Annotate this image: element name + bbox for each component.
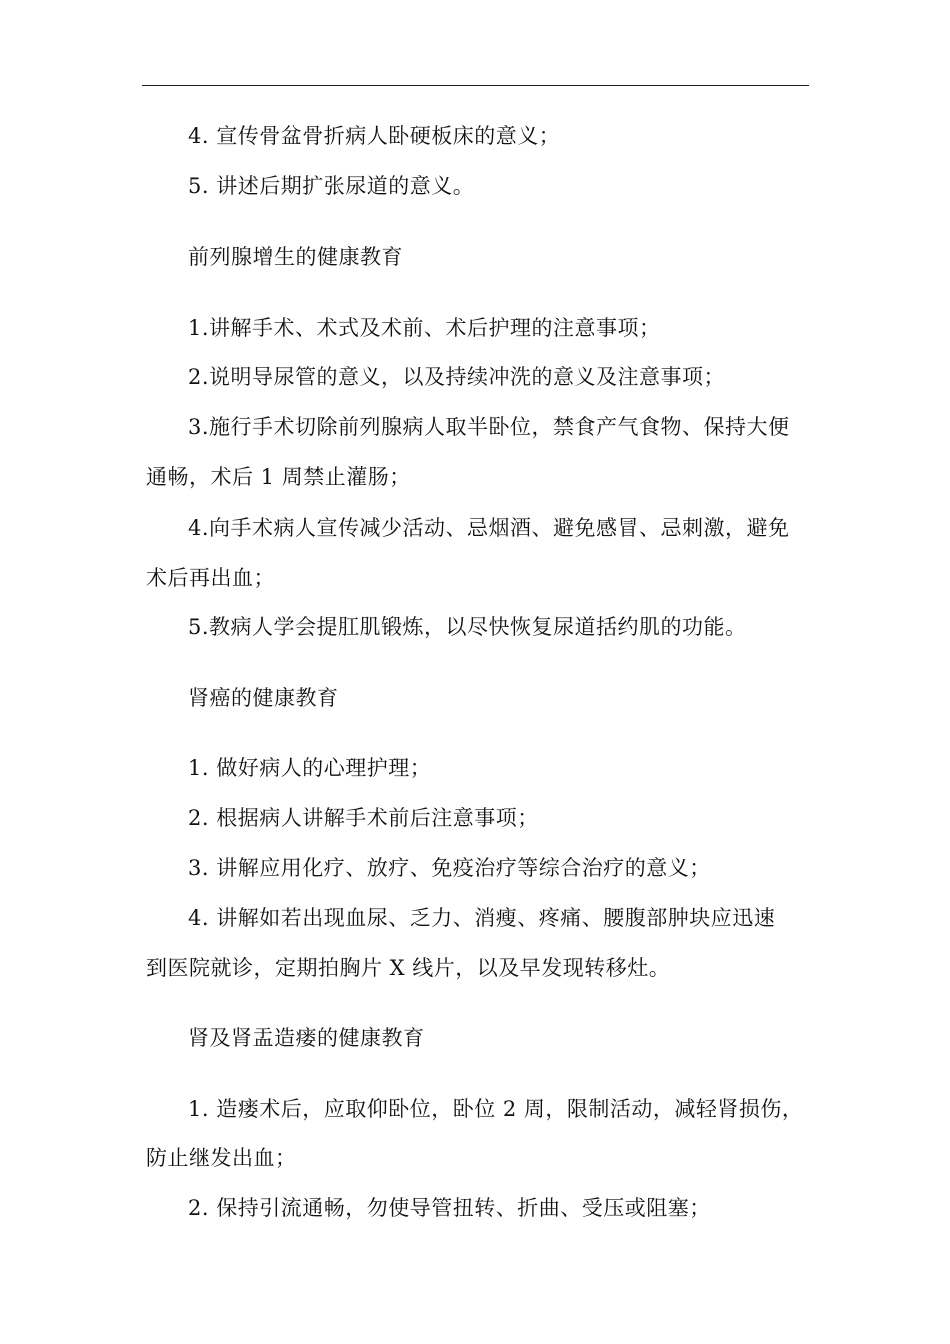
pelvic-item-4: 4. 宣传骨盆骨折病人卧硬板床的意义；: [188, 124, 561, 148]
kidney-cancer-item-2: 2. 根据病人讲解手术前后注意事项；: [188, 806, 539, 830]
prostate-item-4: 4.向手术病人宣传减少活动、忌烟酒、避免感冒、忌刺激，避免: [188, 516, 790, 540]
prostate-item-4-cont: 术后再出血；: [146, 566, 275, 590]
section-heading-nephrostomy: 肾及肾盂造瘘的健康教育: [188, 1026, 425, 1050]
kidney-cancer-item-4-cont: 到医院就诊，定期拍胸片 X 线片，以及早发现转移灶。: [146, 956, 671, 980]
section-heading-prostate: 前列腺增生的健康教育: [188, 245, 403, 269]
pelvic-item-5: 5. 讲述后期扩张尿道的意义。: [188, 174, 475, 198]
kidney-cancer-item-1: 1. 做好病人的心理护理；: [188, 756, 432, 780]
prostate-item-1: 1.讲解手术、术式及术前、术后护理的注意事项；: [188, 316, 661, 340]
header-rule: [142, 85, 809, 86]
nephrostomy-item-2: 2. 保持引流通畅，勿使导管扭转、折曲、受压或阻塞；: [188, 1196, 711, 1220]
prostate-item-5: 5.教病人学会提肛肌锻炼，以尽快恢复尿道括约肌的功能。: [188, 615, 747, 639]
prostate-item-2: 2.说明导尿管的意义，以及持续冲洗的意义及注意事项；: [188, 365, 726, 389]
prostate-item-3: 3.施行手术切除前列腺病人取半卧位，禁食产气食物、保持大便: [188, 415, 790, 439]
nephrostomy-item-1: 1. 造瘘术后，应取仰卧位，卧位 2 周，限制活动，减轻肾损伤，: [188, 1097, 804, 1121]
kidney-cancer-item-3: 3. 讲解应用化疗、放疗、免疫治疗等综合治疗的意义；: [188, 856, 711, 880]
section-heading-kidney-cancer: 肾癌的健康教育: [188, 686, 339, 710]
prostate-item-3-cont: 通畅，术后 1 周禁止灌肠；: [146, 465, 411, 489]
kidney-cancer-item-4: 4. 讲解如若出现血尿、乏力、消瘦、疼痛、腰腹部肿块应迅速: [188, 906, 776, 930]
nephrostomy-item-1-cont: 防止继发出血；: [146, 1146, 297, 1170]
